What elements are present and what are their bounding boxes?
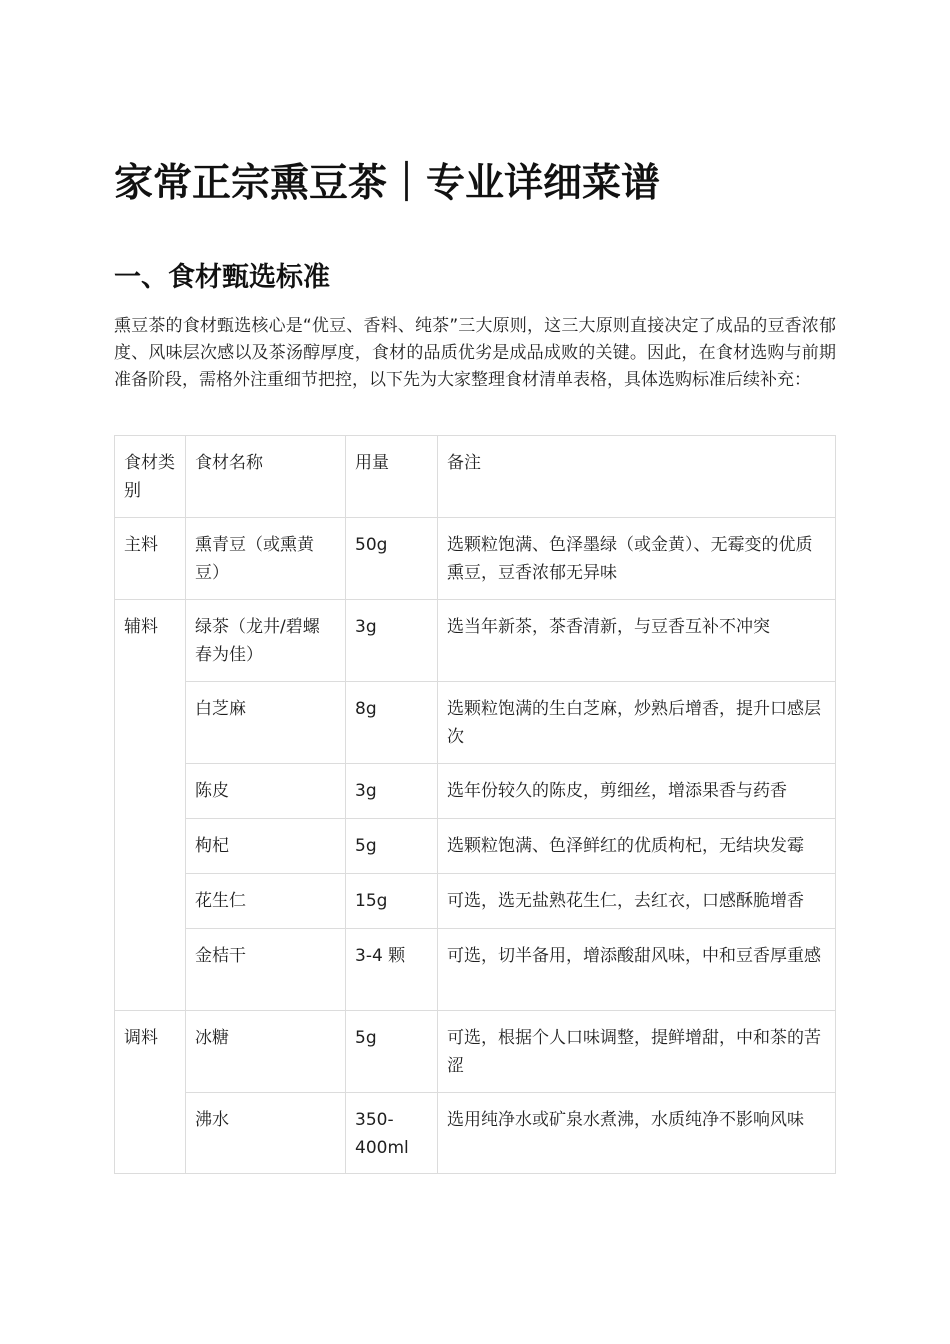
ingredients-table xyxy=(114,435,836,1174)
ingredient-amount: 3-4 颗 xyxy=(346,929,438,1011)
table-row xyxy=(115,600,836,682)
ingredient-name: 枸杞 xyxy=(186,819,346,874)
header-note: 备注 xyxy=(438,436,836,518)
ingredient-note: 选颗粒饱满、色泽墨绿（或金黄）、无霉变的优质熏豆，豆香浓郁无异味 xyxy=(438,518,836,600)
ingredient-name: 熏青豆（或熏黄豆） xyxy=(186,518,346,600)
table-row xyxy=(115,682,836,764)
table-row xyxy=(115,764,836,819)
table-row xyxy=(115,518,836,600)
ingredient-note: 选颗粒饱满、色泽鲜红的优质枸杞，无结块发霉 xyxy=(438,819,836,874)
ingredient-amount: 5g xyxy=(346,819,438,874)
category-cell-seasoning: 调料 xyxy=(115,1011,186,1174)
table-row xyxy=(115,1093,836,1174)
ingredient-note: 选当年新茶，茶香清新，与豆香互补不冲突 xyxy=(438,600,836,682)
ingredient-amount: 50g xyxy=(346,518,438,600)
table-row xyxy=(115,929,836,1011)
ingredient-note: 可选，选无盐熟花生仁，去红衣，口感酥脆增香 xyxy=(438,874,836,929)
ingredient-amount: 8g xyxy=(346,682,438,764)
ingredient-name: 绿茶（龙井/碧螺春为佳） xyxy=(186,600,346,682)
table-row xyxy=(115,874,836,929)
ingredient-amount: 3g xyxy=(346,764,438,819)
ingredient-name: 陈皮 xyxy=(186,764,346,819)
table-row xyxy=(115,819,836,874)
ingredient-name: 白芝麻 xyxy=(186,682,346,764)
ingredient-name: 花生仁 xyxy=(186,874,346,929)
ingredient-amount: 5g xyxy=(346,1011,438,1093)
ingredient-name: 金桔干 xyxy=(186,929,346,1011)
header-amount: 用量 xyxy=(346,436,438,518)
header-category: 食材类别 xyxy=(115,436,186,518)
ingredient-note: 选用纯净水或矿泉水煮沸，水质纯净不影响风味 xyxy=(438,1093,836,1174)
intro-paragraph: 熏豆茶的食材甄选核心是“优豆、香料、纯茶”三大原则，这三大原则直接决定了成品的豆香浓郁度、风味层次感以及茶汤醇厚度，食材的品质优劣是成品成败的关键。因此，在食材选购与前期准备阶段，需格外注重细节把控，以下先为大家整理食材清单表格，具体选购标准后续补充： xyxy=(114,316,836,390)
header-name: 食材名称 xyxy=(186,436,346,518)
ingredient-name: 沸水 xyxy=(186,1093,346,1174)
ingredient-amount: 15g xyxy=(346,874,438,929)
ingredient-amount: 3g xyxy=(346,600,438,682)
category-cell-main: 主料 xyxy=(115,518,186,600)
category-cell-aux: 辅料 xyxy=(115,600,186,1011)
section-heading-ingredient-selection: 一、食材甄选标准 xyxy=(114,262,330,293)
ingredient-name: 冰糖 xyxy=(186,1011,346,1093)
ingredient-note: 选颗粒饱满的生白芝麻，炒熟后增香，提升口感层次 xyxy=(438,682,836,764)
table-header-row xyxy=(115,436,836,518)
document-title: 家常正宗熏豆茶｜专业详细菜谱 xyxy=(114,161,661,206)
ingredient-note: 可选，根据个人口味调整，提鲜增甜，中和茶的苦涩 xyxy=(438,1011,836,1093)
ingredient-note: 选年份较久的陈皮，剪细丝，增添果香与药香 xyxy=(438,764,836,819)
table-row xyxy=(115,1011,836,1093)
ingredient-note: 可选，切半备用，增添酸甜风味，中和豆香厚重感 xyxy=(438,929,836,1011)
ingredient-amount: 350-400ml xyxy=(346,1093,438,1174)
